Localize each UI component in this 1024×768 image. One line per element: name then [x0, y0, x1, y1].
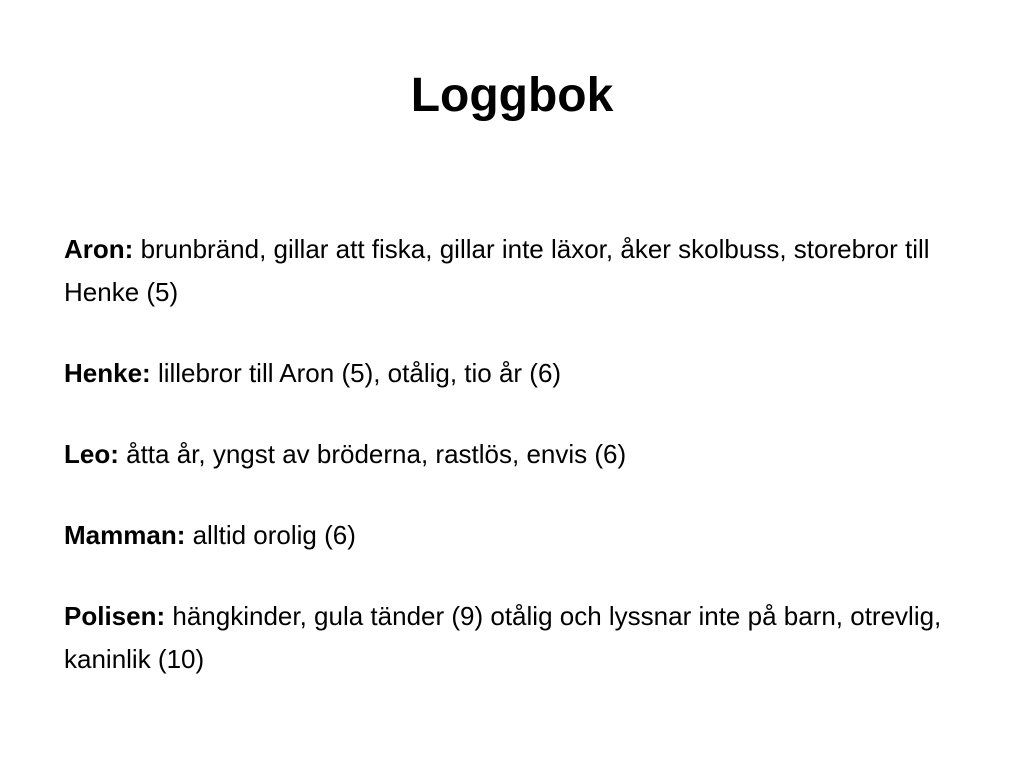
entry-text: lillebror till Aron (5), otålig, tio år (6) — [157, 358, 562, 388]
entry-name: Aron: — [64, 234, 134, 264]
entry-text: brunbränd, gillar att fiska, gillar inte läxor, åker skolbuss, storebror till Henke (5) — [64, 234, 930, 307]
entry-name: Mamman: — [64, 520, 186, 550]
entry-name: Henke: — [64, 358, 151, 388]
entry-polisen — [64, 595, 964, 681]
slide-title: Loggbok — [410, 69, 614, 122]
entry-name: Leo: — [64, 439, 119, 469]
entry-mamman — [64, 514, 964, 557]
logbook-entries — [64, 228, 964, 719]
entry-leo — [64, 433, 964, 476]
entry-text: hängkinder, gula tänder (9) otålig och lyssnar inte på barn, otrevlig, kaninlik (10) — [64, 601, 942, 674]
entry-text: åtta år, yngst av bröderna, rastlös, envis (6) — [126, 439, 627, 469]
entry-name: Polisen: — [64, 601, 166, 631]
entry-henke — [64, 352, 964, 395]
entry-aron — [64, 228, 964, 314]
entry-text: alltid orolig (6) — [192, 520, 356, 550]
